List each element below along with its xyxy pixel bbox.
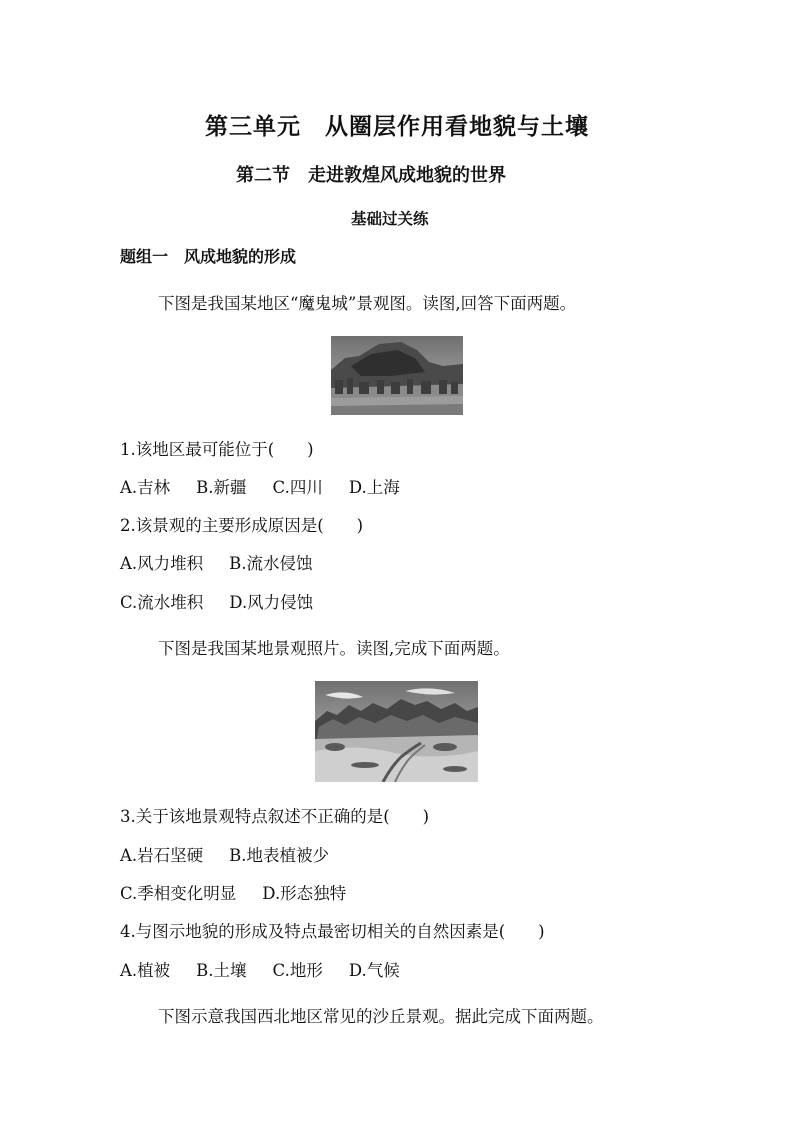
option-a[interactable]: A.风力堆积	[120, 554, 204, 573]
option-a[interactable]: A.吉林	[120, 478, 171, 497]
option-d[interactable]: D.风力侵蚀	[229, 593, 314, 612]
intro-paragraph-3: 下图示意我国西北地区常见的沙丘景观。据此完成下面两题。	[158, 1007, 604, 1026]
question-2-options-row-1	[120, 550, 339, 574]
option-c[interactable]: C.地形	[272, 961, 323, 980]
exercise-title: 基础过关练	[351, 209, 429, 228]
question-1-stem: 1.该地区最可能位于( )	[120, 440, 314, 459]
yardang-landscape-photo	[331, 336, 463, 415]
option-b[interactable]: B.流水侵蚀	[229, 554, 313, 573]
option-d[interactable]: D.气候	[348, 961, 400, 980]
question-1-options	[120, 474, 426, 498]
option-a[interactable]: A.植被	[120, 961, 171, 980]
question-4-options	[120, 957, 426, 981]
group-title: 题组一 风成地貌的形成	[120, 247, 297, 266]
option-b[interactable]: B.新疆	[196, 478, 247, 497]
option-c[interactable]: C.四川	[272, 478, 323, 497]
wind-erosion-landscape-photo	[315, 681, 478, 782]
question-2-options-row-2	[120, 589, 339, 613]
question-3-options-row-2	[120, 880, 372, 904]
section-title: 第二节 走进敦煌风成地貌的世界	[236, 165, 506, 186]
option-b[interactable]: B.地表植被少	[229, 846, 330, 865]
option-d[interactable]: D.形态独特	[262, 884, 347, 903]
unit-title: 第三单元 从圈层作用看地貌与土壤	[205, 113, 589, 140]
option-a[interactable]: A.岩石坚硬	[120, 846, 204, 865]
intro-paragraph-1: 下图是我国某地区“魔鬼城”景观图。读图,回答下面两题。	[158, 294, 577, 313]
option-c[interactable]: C.流水堆积	[120, 593, 204, 612]
question-2-stem: 2.该景观的主要形成原因是( )	[120, 516, 364, 535]
option-c[interactable]: C.季相变化明显	[120, 884, 237, 903]
intro-paragraph-2: 下图是我国某地景观照片。读图,完成下面两题。	[158, 639, 510, 658]
question-3-stem: 3.关于该地景观特点叙述不正确的是( )	[120, 807, 430, 826]
option-b[interactable]: B.土壤	[196, 961, 247, 980]
option-d[interactable]: D.上海	[348, 478, 400, 497]
question-3-options-row-1	[120, 842, 355, 866]
question-4-stem: 4.与图示地貌的形成及特点最密切相关的自然因素是( )	[120, 922, 545, 941]
